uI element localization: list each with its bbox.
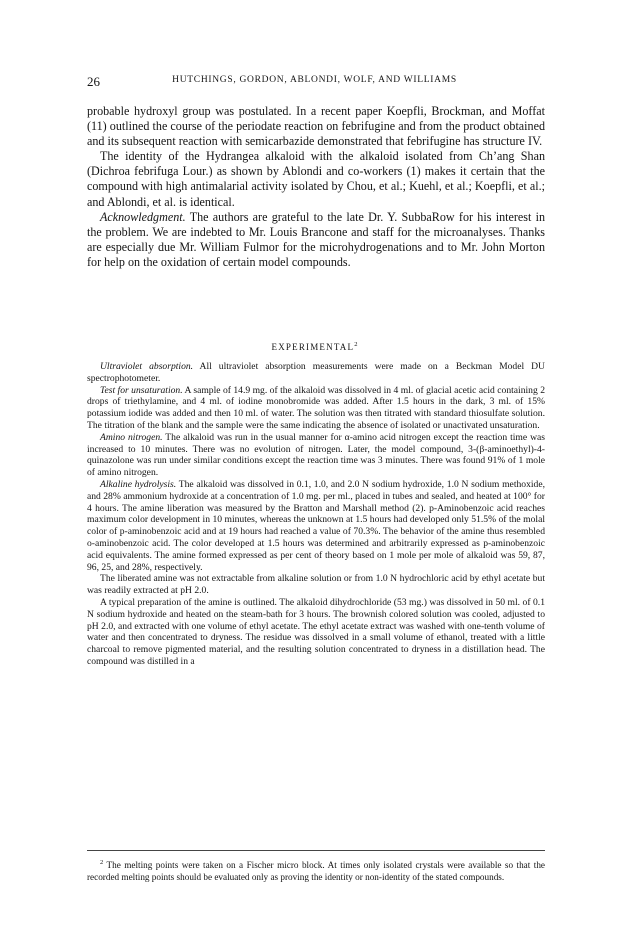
footnote-marker: 2 — [100, 859, 104, 866]
footnote-divider — [87, 850, 545, 851]
paragraph-liberated-amine: The liberated amine was not extractable from alkaline solution or from 1.0 N hydrochloric acid by ethyl acetate but was readily extracted at pH 2.0. — [87, 573, 545, 597]
acknowledgment-paragraph: Acknowledgment. The authors are grateful to the late Dr. Y. SubbaRow for his interest in the problem. We are indebted to Mr. Louis Brancone and staff for the microanalyses. Thanks are especially due Mr. William Fulmor for the microhydrogenations and to Mr. John Morton for help on the oxidation of certain model compounds. — [87, 209, 545, 269]
page-header — [0, 74, 629, 90]
paragraph-ultraviolet-absorption: Ultraviolet absorption. All ultraviolet absorption measurements were made on a Beckman Model DU spectrophotometer. — [87, 361, 545, 384]
page-number: 26 — [87, 74, 100, 89]
section-heading-experimental: EXPERIMENTAL$^2$ — [271, 341, 358, 352]
paragraph-alkaline-hydrolysis: Alkaline hydrolysis. The alkaloid was dissolved in 0.1, 1.0, and 2.0 N sodium hydroxide, 1.0 N sodium methoxide, and 28% ammonium hydroxide at a concentration of 1.0 mg. per ml., placed in tubes and sealed, and heated at 100° for 4 hours. The amine liberation was measured by the Bratton and Marshall method (2). p-Aminobenzoic acid reaches maximum color development in 10 minutes, whereas the unknown at 1.5 hours had developed only 51.5% of the molal color of p-aminobenzoic acid and at 19 hours had reached a value of 70.3%. The behavior of the amine thus resembled o-aminobenzoic acid. The color developed at 1.5 hours was determined and arbitrarily expressed as p-aminobenzoic acid equivalents. The amine formed expressed as per cent of theory based on 1 mole per mole of alkaloid was 59, 87, 96, 25, and 28%, respectively. — [87, 478, 545, 573]
footnote-ref: 2 — [354, 341, 358, 348]
paragraph-typical-preparation: A typical preparation of the amine is outlined. The alkaloid dihydrochloride (53 mg.) was dissolved in 50 ml. of 0.1 N sodium hydroxide and heated on the steam-bath for 3 hours. The brownish colored solution was cooled, adjusted to pH 2.0, and extracted with one volume of ethyl acetate. The ethyl acetate extract was washed with one-tenth volume of water and then concentrated to dryness. The residue was dissolved in a small volume of ethanol, treated with a little charcoal to remove pigmented material, and the resulting solution concentrated to dryness in a distillation head. The compound was distilled in a — [87, 596, 545, 667]
paragraph-amino-nitrogen: Amino nitrogen. The alkaloid was run in the usual manner for α-amino acid nitrogen except the reaction time was increased to 10 minutes. There was no evolution of nitrogen. Later, the model compound, 3-(β-aminoethyl)-4-quinazolone was run under similar conditions except the reaction time was 3 minutes. There was found 91% of 1 mole of amino nitrogen. — [87, 431, 545, 479]
running-head: HUTCHINGS, GORDON, ABLONDI, WOLF, AND WILLIAMS — [172, 75, 457, 85]
intro-text — [87, 104, 545, 270]
intro-paragraph-1: probable hydroxyl group was postulated. In a recent paper Koepfli, Brockman, and Moffat (11) outlined the course of the periodate reaction on febrifugine and from the product obtained and its subsequent reaction with semicarbazide demonstrated that febrifugine has structure IV. — [87, 104, 545, 149]
acknowledgment-lead: Acknowledgment. — [100, 209, 186, 224]
paragraph-test-for-unsaturation: Test for unsaturation. A sample of 14.9 mg. of the alkaloid was dissolved in 4 ml. of glacial acetic acid containing 2 drops of triethylamine, and 4 ml. of iodine monobromide was added. After 1.5 hours in the dark, 3 ml. of 15% potassium iodide was added and then 10 ml. of water. The solution was then titrated with standard thiosulfate solution. The titration of the blank and the sample were the same indicating the absence of isolated or unactivated unsaturation. — [87, 384, 546, 431]
experimental-section — [87, 361, 545, 668]
intro-paragraph-2: The identity of the Hydrangea alkaloid with the alkaloid isolated from Ch’ang Shan (Dichroa febrifuga Lour.) as shown by Ablondi and co-workers (1) makes it certain that the compound with high antimalarial activity isolated by Chou, et al.; Kuehl, et al.; Koepfli, et al.; and Ablondi, et al. is identical. — [87, 149, 545, 209]
footnote: $^2$ The melting points were taken on a Fischer micro block. At times only isolated crystals were available so that the recorded melting points should be evaluated only as proving the identity or non-identity of the stated compounds. — [87, 859, 545, 883]
